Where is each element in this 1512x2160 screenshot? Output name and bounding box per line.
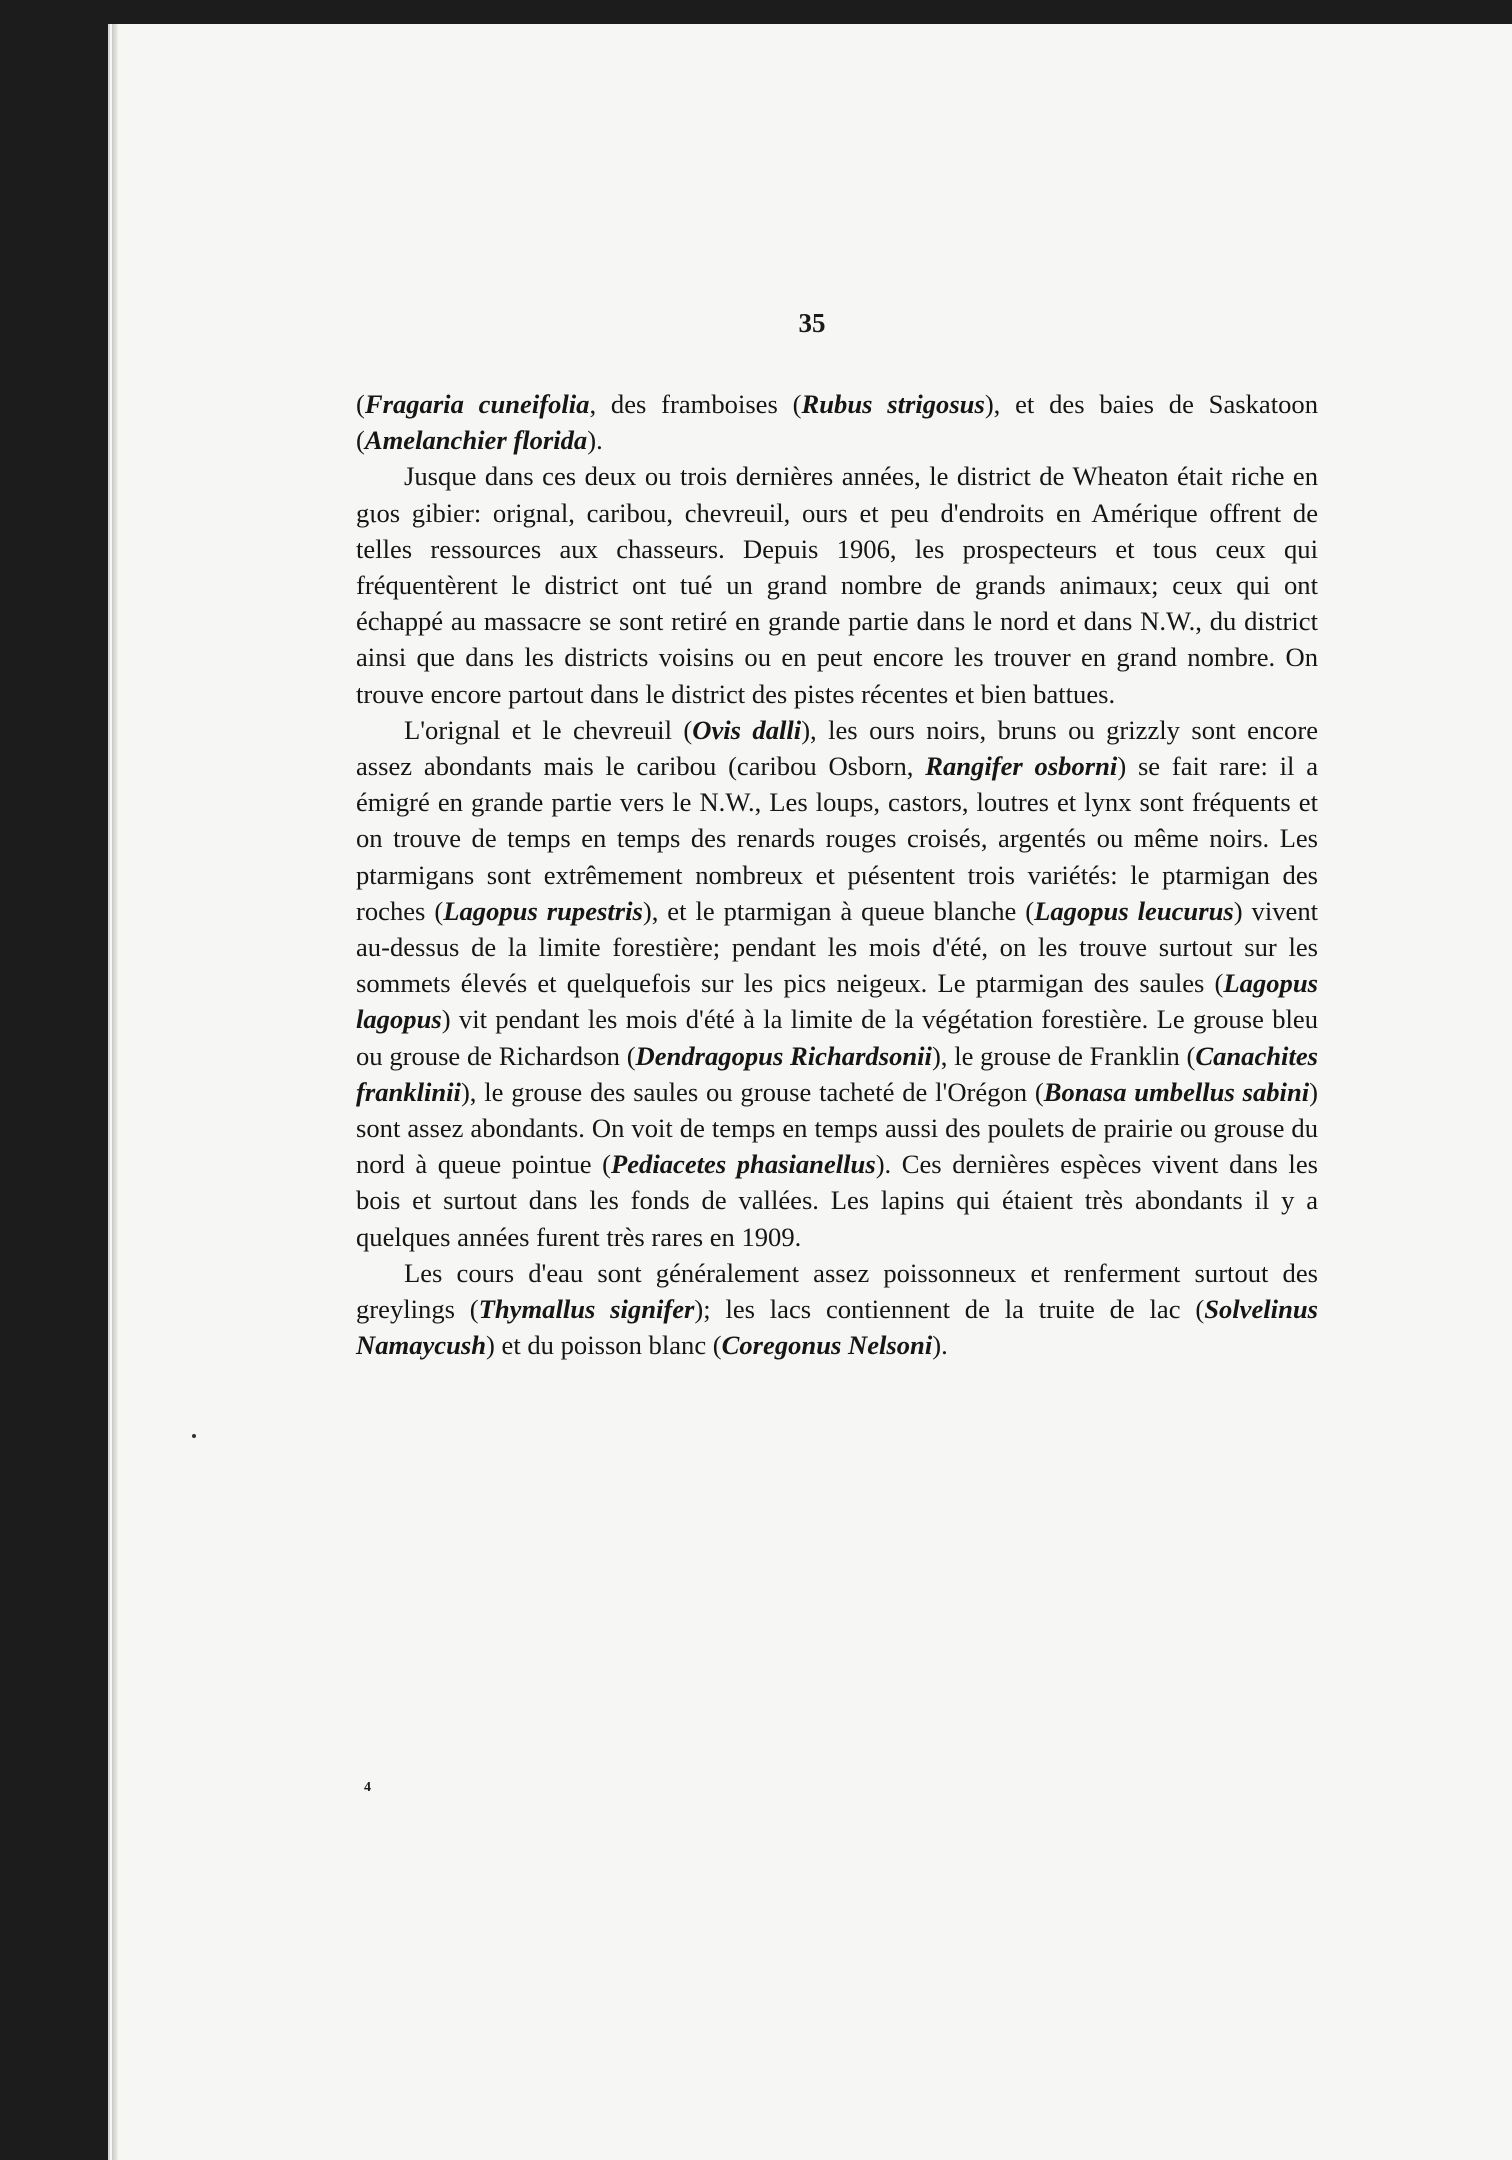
species-name: Thymallus signifer	[478, 1294, 695, 1325]
text-run: ) vit pendant les mois d'été à la limite de la végétation forestière. Le grouse bleu ou grouse de Richardson (	[356, 1004, 1318, 1071]
text-run: ). Ces dernières espèces vivent dans les bois et surtout dans les fonds de vallées. Les lapins qui étaient très abondants il y a quelques années furent très rares en 1909.	[356, 1149, 1318, 1252]
text-run: Jusque dans ces deux ou trois dernières années, le district de Wheaton était riche en gιos gibier: orignal, caribou, chevreuil, ours et peu d'endroits en Amérique offrent de telles ressources aux chasseurs. Depuis 1906, les prospecteurs et tous ceux qui fréquentèrent le district ont tué un grand nombre de grands animaux; ceux qui ont échappé au massacre se sont retiré en grande partie dans le nord et dans N.W., du district ainsi que dans les districts voisins ou en peut encore les trouver en grand nombre. On trouve encore partout dans le district des pistes récentes et bien battues.	[356, 461, 1318, 709]
species-name: Dendragopus Richardsonii	[635, 1040, 932, 1071]
text-run: ), le grouse des saules ou grouse tacheté de l'Orégon (	[460, 1076, 1044, 1107]
species-name: Fragaria cuneifolia	[364, 389, 590, 419]
page-binding-edge	[112, 24, 118, 2160]
species-name: Solvelinus Namaycush	[356, 1294, 1318, 1361]
text-run: ); les lacs contiennent de la truite de lac (	[694, 1294, 1205, 1325]
text-run: ), le grouse de Franklin (	[931, 1040, 1196, 1071]
text-run: L'orignal et le chevreuil (	[404, 714, 693, 745]
text-run: (	[356, 389, 365, 419]
text-run: ), les ours noirs, bruns ou grizzly sont encore assez abondants mais le caribou (caribou Osborn,	[356, 714, 1318, 782]
scan-speck	[192, 1434, 196, 1438]
species-name: Amelanchier florida	[364, 425, 588, 456]
text-run: ) sont assez abondants. On voit de temps en temps aussi des poulets de prairie ou grouse du nord à queue pointue (	[356, 1076, 1318, 1180]
species-name: Pediacetes phasianellus	[611, 1149, 876, 1180]
text-run: ), et le ptarmigan à queue blanche (	[642, 895, 1035, 926]
text-run: ) se fait rare: il a émigré en grande partie vers le N.W., Les loups, castors, loutres et lynx sont fréquents et on trouve de temps en temps des renards rouges croisés, argentés ou même noirs. Les ptarmigans sont extrêmement nombreux et pιésentent trois variétés: le ptarmigan des roches (	[356, 751, 1319, 926]
text-run: ) vivent au-dessus de la limite forestière; pendant les mois d'été, on les trouve surtout sur les sommets élevés et quelquefois sur les pics neigeux. Le ptarmigan des saules (	[356, 895, 1319, 999]
page-number: 35	[798, 308, 826, 338]
paragraph	[356, 458, 1318, 711]
species-name: Lagopus leucurus	[1034, 895, 1234, 926]
paragraph	[356, 386, 1318, 458]
species-name: Rubus strigosus	[801, 389, 985, 419]
text-run: ).	[587, 425, 603, 456]
text-run: ) et du poisson blanc (	[486, 1330, 722, 1361]
book-page	[108, 24, 1512, 2160]
text-run: ).	[932, 1330, 948, 1361]
text-run: ), et des baies de Saskatoon (	[356, 389, 1319, 456]
paragraph	[356, 1255, 1318, 1364]
text-run: , des framboises (	[589, 389, 802, 419]
text-run: Les cours d'eau sont généralement assez poissonneux et renferment surtout des greylings (	[356, 1257, 1318, 1325]
species-name: Lagopus lagopus	[356, 968, 1318, 1035]
species-name: Coregonus Nelsoni	[721, 1330, 933, 1361]
signature-mark: 4	[364, 1780, 371, 1795]
body-text	[356, 386, 1318, 1363]
species-name: Rangifer osborni	[925, 751, 1118, 782]
species-name: Lagopus rupestris	[443, 895, 643, 926]
paragraph	[356, 712, 1318, 1255]
species-name: Canachites franklinii	[356, 1040, 1318, 1107]
species-name: Bonasa umbellus sabini	[1043, 1076, 1310, 1107]
species-name: Ovis dalli	[692, 714, 802, 745]
